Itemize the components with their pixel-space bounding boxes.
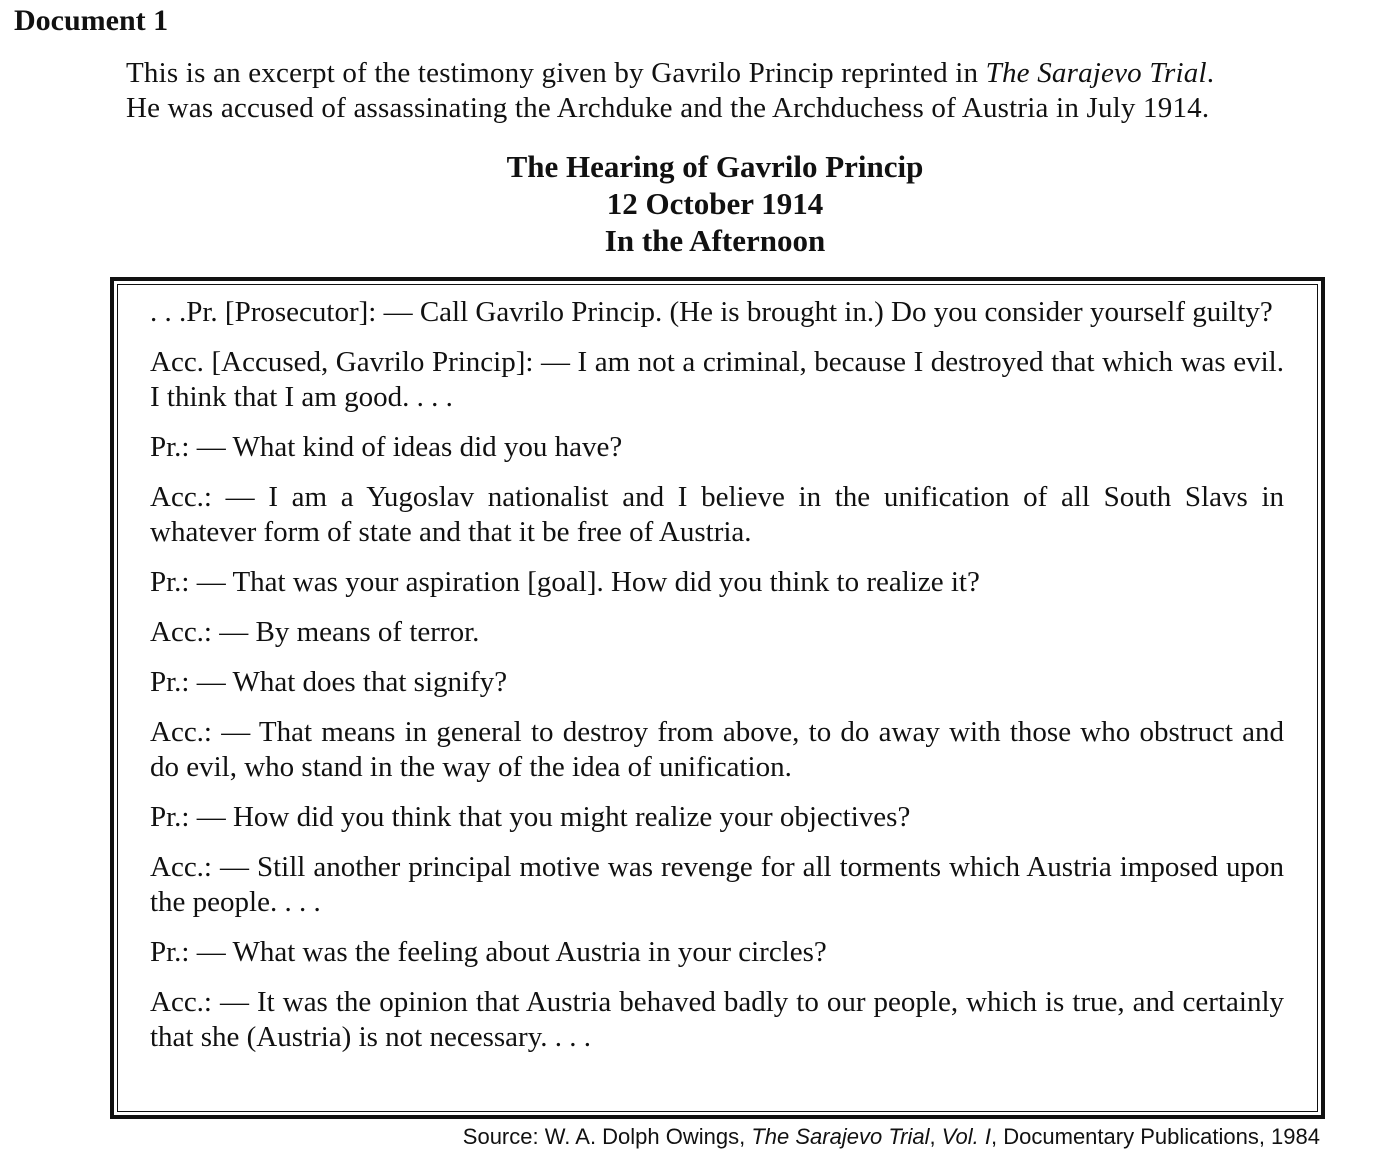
testimony-paragraph: Acc. [Accused, Gavrilo Princip]: — I am not a criminal, because I destroyed that which was evil. I think that I am good. . . . (150, 346, 1284, 413)
testimony-paragraph: Acc.: — By means of terror. (150, 616, 480, 648)
source-text: , Documentary Publications, 1984 (991, 1124, 1320, 1149)
source-text: Source: W. A. Dolph Owings, (462, 1124, 752, 1149)
testimony-paragraph: Pr.: — What kind of ideas did you have? (150, 431, 623, 463)
intro-line-2: He was accused of assassinating the Archduke and the Archduchess of Austria in July 1914. (126, 92, 1210, 124)
testimony-paragraph: Acc.: — Still another principal motive was revenge for all torments which Austria imposed upon the people. . . . (150, 851, 1284, 918)
testimony-paragraph: Acc.: — I am a Yugoslav nationalist and I believe in the unification of all South Slavs in whatever form of state and that it be free of Austria. (150, 481, 1284, 548)
source-volume: Vol. I (941, 1124, 992, 1149)
testimony-paragraph: Acc.: — That means in general to destroy from above, to do away with those who obstruct and do evil, who stand in the way of the idea of unification. (150, 716, 1284, 783)
document-label: Document 1 (14, 4, 169, 37)
testimony-paragraph: . . .Pr. [Prosecutor]: — Call Gavrilo Princip. (He is brought in.) Do you consider yourself guilty? (150, 296, 1273, 328)
intro-book-title: The Sarajevo Trial (985, 57, 1207, 89)
hearing-title: The Hearing of Gavrilo Princip (506, 149, 924, 184)
intro-line-1 (126, 56, 1326, 91)
hearing-time: In the Afternoon (604, 223, 826, 258)
testimony-paragraph: Pr.: — What does that signify? (150, 666, 508, 698)
testimony-paragraph: Pr.: — What was the feeling about Austria in your circles? (150, 936, 827, 968)
intro-text (126, 56, 1326, 126)
testimony-box (110, 277, 1325, 1119)
source-citation (463, 1124, 1320, 1150)
source-book-title: The Sarajevo Trial (751, 1124, 930, 1149)
testimony-paragraph: Pr.: — How did you think that you might realize your objectives? (150, 801, 911, 833)
testimony-paragraph: Acc.: — It was the opinion that Austria behaved badly to our people, which is true, and certainly that she (Austria) is not necessary. . . . (150, 986, 1284, 1053)
hearing-date: 12 October 1914 (606, 186, 824, 221)
testimony-paragraph: Pr.: — That was your aspiration [goal]. How did you think to realize it? (150, 566, 980, 598)
source-text: , (929, 1124, 942, 1149)
intro-text-part: This is an excerpt of the testimony given by Gavrilo Princip reprinted in (126, 57, 986, 89)
intro-text-part: . (1206, 57, 1215, 89)
hearing-heading (0, 148, 1378, 259)
testimony-content (150, 295, 1284, 1070)
